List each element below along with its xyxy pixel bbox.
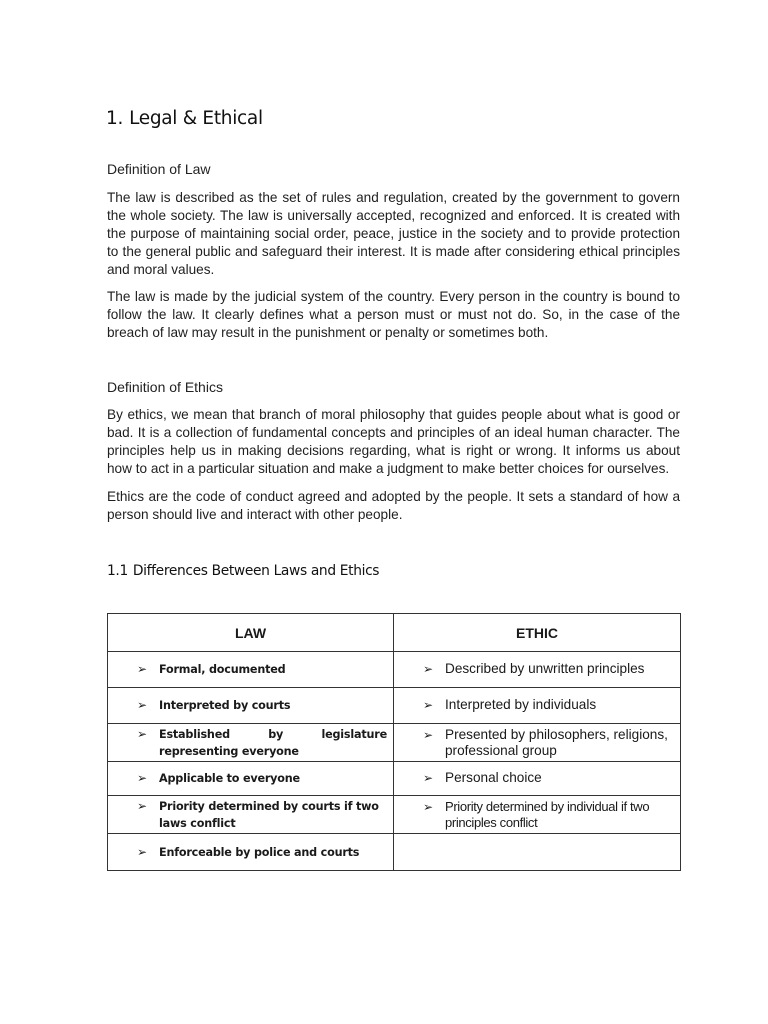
arrowhead-bullet-icon: ➢ xyxy=(137,844,148,859)
ethics-definition-heading: Definition of Ethics xyxy=(107,379,223,395)
table-row xyxy=(108,724,681,762)
subsection-title xyxy=(107,563,379,579)
table-header-row xyxy=(108,614,681,652)
ethic-cell xyxy=(394,796,681,834)
law-paragraph-2: The law is made by the judicial system of the country. Every person in the country is bound to follow the law. It clearly defines what a person must or must not do. So, in the case of the breach of law may result in the punishment or penalty or sometimes both. xyxy=(107,289,680,340)
ethic-column-header: ETHIC xyxy=(394,614,681,652)
arrowhead-bullet-icon: ➢ xyxy=(423,799,434,814)
law-cell-text: Formal, documented xyxy=(159,663,286,676)
section-title-text: Legal & Ethical xyxy=(129,108,263,129)
law-cell-text: Enforceable by police and courts xyxy=(159,845,360,859)
ethic-cell xyxy=(394,652,681,688)
ethics-paragraph-1: By ethics, we mean that branch of moral philosophy that guides people about what is good or bad. It is a collection of fundamental concepts and principles of an ideal human character. The principles help us in making decisions regarding, what is right or wrong. It informs us about how to act in a particular situation and make a judgment to make better choices for ourselves. xyxy=(107,407,680,476)
section-title xyxy=(106,108,263,129)
arrowhead-bullet-icon: ➢ xyxy=(423,727,434,742)
subsection-number: 1.1 xyxy=(107,563,128,579)
law-paragraph-1: The law is described as the set of rules and regulation, created by the government to govern the whole society. The law is universally accepted, recognized and enforced. It is created with the purpose of maintaining social order, peace, justice in the society and to provide protection to the general public and safeguard their interest. It is made after considering ethical principles and moral values. xyxy=(107,190,680,277)
table-row xyxy=(108,796,681,834)
arrowhead-bullet-icon: ➢ xyxy=(137,726,148,741)
law-cell xyxy=(108,652,394,688)
arrowhead-bullet-icon: ➢ xyxy=(137,698,148,712)
ethic-cell xyxy=(394,688,681,724)
table-row xyxy=(108,652,681,688)
table-row xyxy=(108,688,681,724)
ethic-cell-empty xyxy=(394,834,681,871)
ethics-paragraph-2: Ethics are the code of conduct agreed and adopted by the people. It sets a standard of how a person should live and interact with other people. xyxy=(107,489,680,522)
subsection-title-text: Differences Between Laws and Ethics xyxy=(132,563,380,579)
law-cell xyxy=(108,688,394,724)
law-cell xyxy=(108,834,394,871)
arrowhead-bullet-icon: ➢ xyxy=(423,698,434,712)
law-cell-text: Established by legislature representing everyone xyxy=(159,727,387,758)
arrowhead-bullet-icon: ➢ xyxy=(423,662,434,676)
law-cell xyxy=(108,762,394,796)
arrowhead-bullet-icon: ➢ xyxy=(423,771,434,785)
ethic-cell xyxy=(394,762,681,796)
ethic-cell-text: Interpreted by individuals xyxy=(445,697,597,712)
differences-table xyxy=(107,613,681,871)
law-cell-text: Applicable to everyone xyxy=(159,772,300,785)
law-cell xyxy=(108,724,394,762)
table-row xyxy=(108,834,681,871)
section-number: 1. xyxy=(106,108,124,129)
law-definition-heading: Definition of Law xyxy=(107,161,211,177)
ethic-cell-text: Presented by philosophers, religions, professional group xyxy=(445,726,668,758)
ethic-cell-text: Priority determined by individual if two principles conflict xyxy=(445,798,650,830)
law-column-header: LAW xyxy=(108,614,394,652)
arrowhead-bullet-icon: ➢ xyxy=(137,662,148,676)
arrowhead-bullet-icon: ➢ xyxy=(137,798,148,813)
law-cell-text: Priority determined by courts if two laws conflict xyxy=(159,799,379,830)
arrowhead-bullet-icon: ➢ xyxy=(137,771,148,785)
table-row xyxy=(108,762,681,796)
ethic-cell-text: Personal choice xyxy=(445,770,542,785)
law-cell-text: Interpreted by courts xyxy=(159,699,291,712)
law-cell xyxy=(108,796,394,834)
ethic-cell-text: Described by unwritten principles xyxy=(445,661,645,676)
ethic-cell xyxy=(394,724,681,762)
